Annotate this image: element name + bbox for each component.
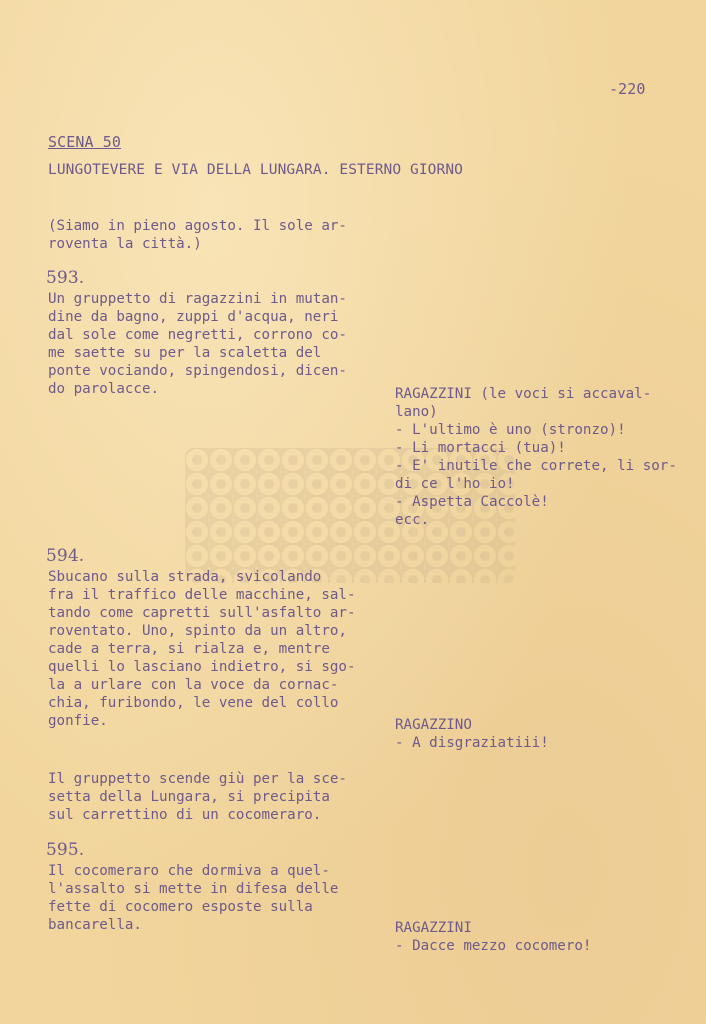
text-line: ecc. xyxy=(395,512,430,528)
shot-593-description xyxy=(48,290,347,398)
page-number: -220 xyxy=(609,80,646,98)
text-line: Sbucano sulla strada, svicolando xyxy=(48,569,322,585)
text-line: lano) xyxy=(395,404,438,420)
intro-paragraph xyxy=(48,217,347,253)
dialogue-ragazzini-1 xyxy=(395,385,677,529)
text-line: l'assalto si mette in difesa delle xyxy=(48,881,339,897)
text-line: dine da bagno, zuppi d'acqua, neri xyxy=(48,309,339,325)
text-line: di ce l'ho io! xyxy=(395,476,515,492)
paragraph-2 xyxy=(48,770,347,824)
text-line: bancarella. xyxy=(48,917,142,933)
text-line: - Dacce mezzo cocomero! xyxy=(395,938,592,954)
text-line: cade a terra, si rialza e, mentre xyxy=(48,641,330,657)
text-line: roventa la città.) xyxy=(48,236,202,252)
text-line: do parolacce. xyxy=(48,381,160,397)
shot-number-593: 593. xyxy=(46,268,85,288)
text-line: fra il traffico delle macchine, sal- xyxy=(48,587,356,603)
dialogue-ragazzini-2 xyxy=(395,919,591,955)
text-line: me saette su per la scaletta del xyxy=(48,345,322,361)
text-line: gonfie. xyxy=(48,713,108,729)
text-line: RAGAZZINI xyxy=(395,920,472,936)
text-line: Il gruppetto scende giù per la sce- xyxy=(48,771,347,787)
text-line: RAGAZZINO xyxy=(395,717,472,733)
text-line: - E' inutile che correte, li sor- xyxy=(395,458,677,474)
text-line: tando come capretti sull'asfalto ar- xyxy=(48,605,356,621)
text-line: roventato. Uno, spinto da un altro, xyxy=(48,623,347,639)
text-line: - Li mortacci (tua)! xyxy=(395,440,566,456)
text-line: Il cocomeraro che dormiva a quel- xyxy=(48,863,330,879)
text-line: - L'ultimo è uno (stronzo)! xyxy=(395,422,626,438)
text-line: RAGAZZINI (le voci si accaval- xyxy=(395,386,652,402)
dialogue-ragazzino xyxy=(395,716,549,752)
shot-number-594: 594. xyxy=(46,546,85,566)
text-line: ponte vociando, spingendosi, dicen- xyxy=(48,363,347,379)
text-line: fette di cocomero esposte sulla xyxy=(48,899,313,915)
text-line: (Siamo in pieno agosto. Il sole ar- xyxy=(48,218,347,234)
text-line: setta della Lungara, si precipita xyxy=(48,789,330,805)
text-line: dal sole come negretti, corrono co- xyxy=(48,327,347,343)
scene-location: LUNGOTEVERE E VIA DELLA LUNGARA. ESTERNO GIORNO xyxy=(48,162,463,178)
text-line: quelli lo lasciano indietro, si sgo- xyxy=(48,659,356,675)
shot-594-description xyxy=(48,568,356,730)
text-line: Un gruppetto di ragazzini in mutan- xyxy=(48,291,347,307)
scene-heading: SCENA 50 xyxy=(48,133,122,151)
text-line: la a urlare con la voce da cornac- xyxy=(48,677,339,693)
shot-595-description xyxy=(48,862,338,934)
shot-number-595: 595. xyxy=(46,840,85,860)
text-line: - A disgraziatiii! xyxy=(395,735,549,751)
text-line: sul carrettino di un cocomeraro. xyxy=(48,807,322,823)
text-line: chia, furibondo, le vene del collo xyxy=(48,695,339,711)
text-line: - Aspetta Caccolè! xyxy=(395,494,549,510)
